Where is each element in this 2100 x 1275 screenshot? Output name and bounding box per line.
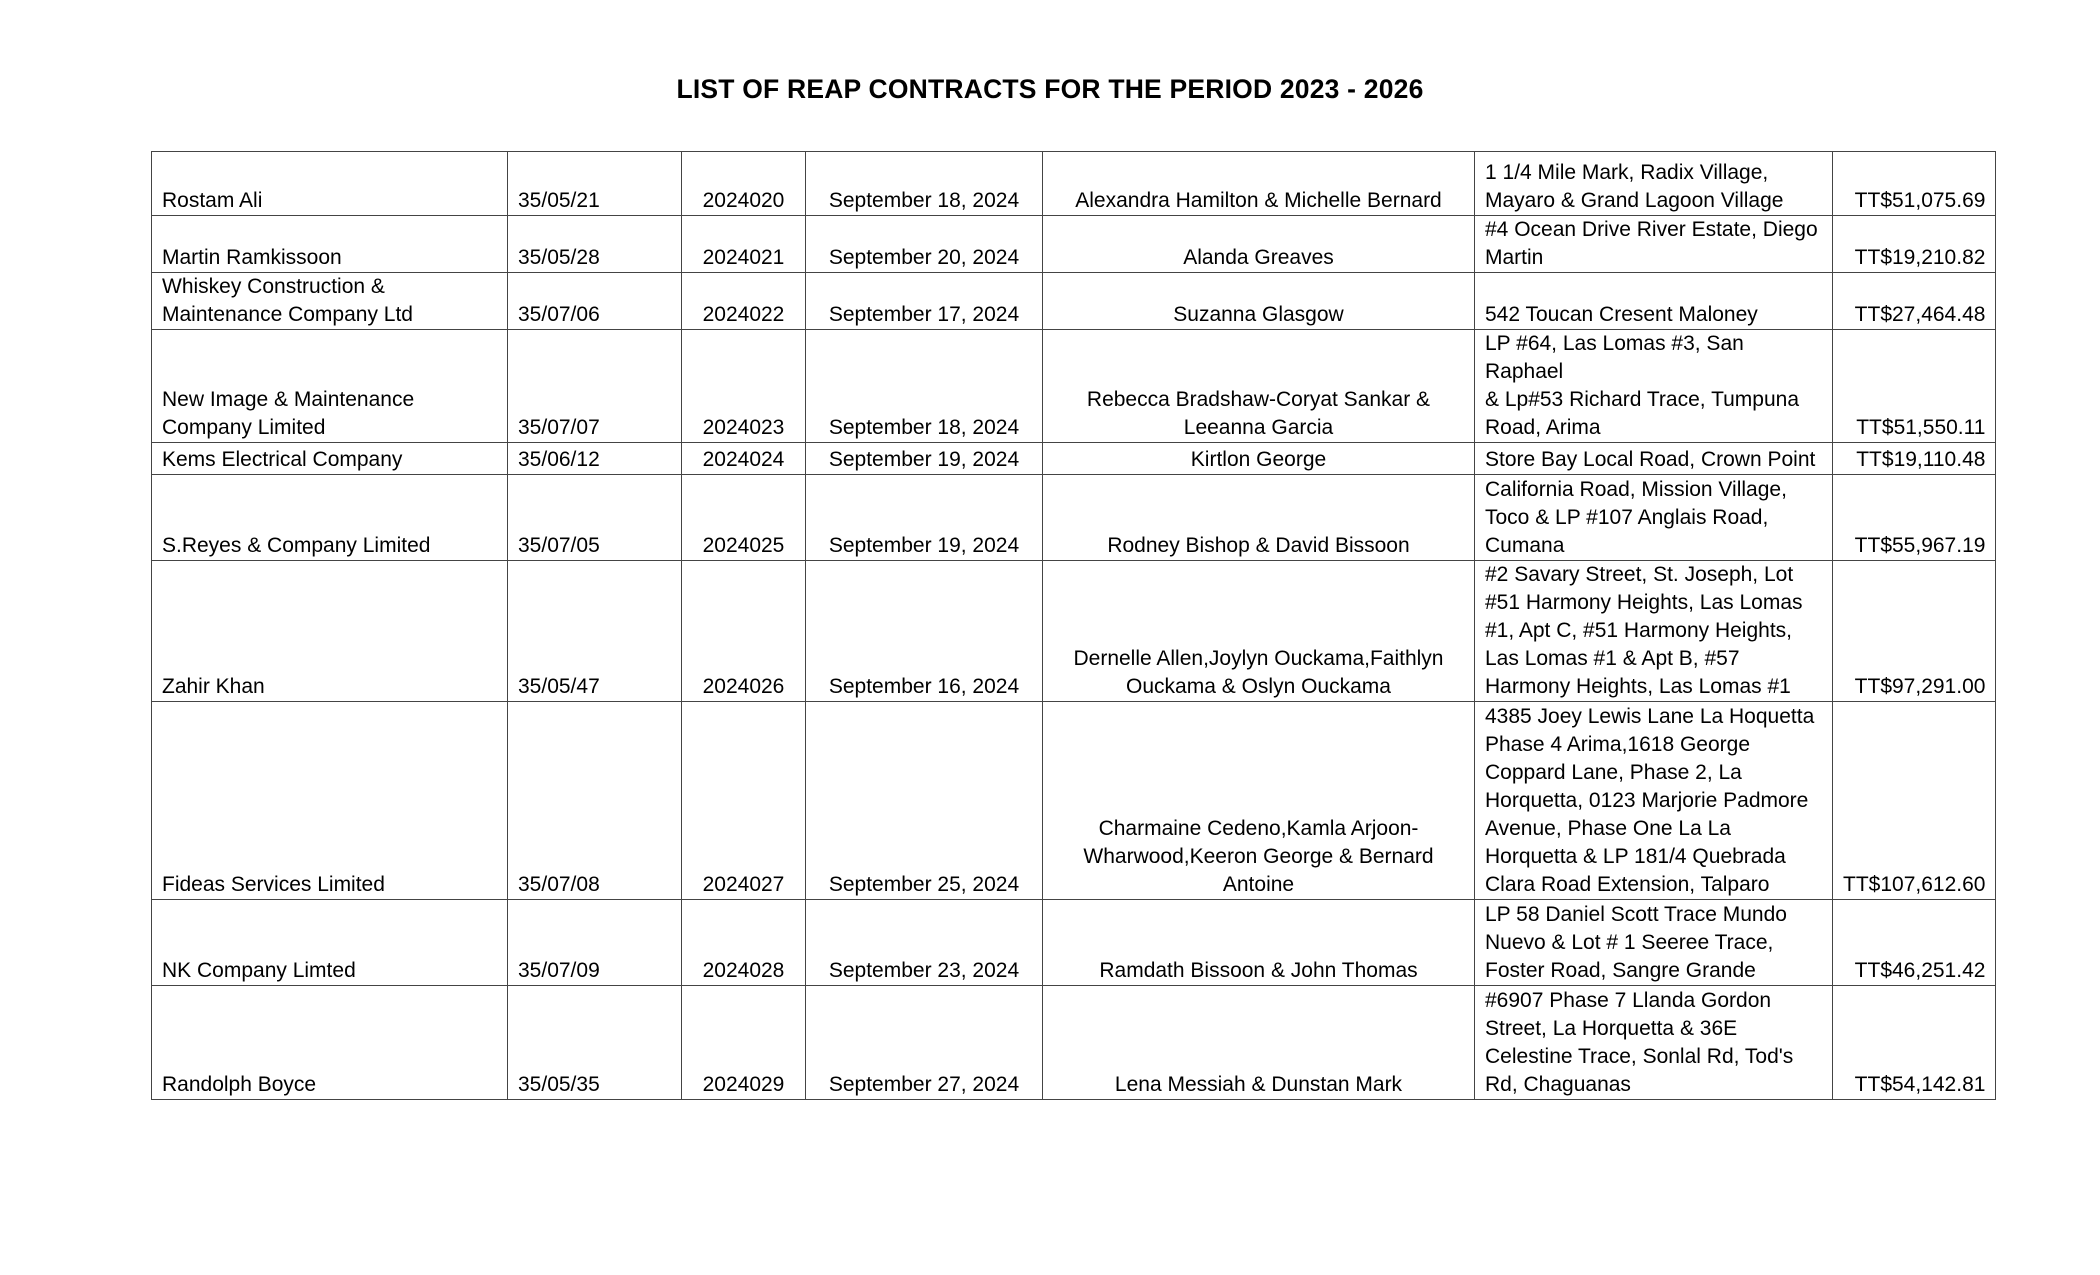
address-cell: #6907 Phase 7 Llanda Gordon Street, La Horquetta & 36E Celestine Trace, Sonlal Rd, Tod's Rd, Chaguanas [1475, 986, 1833, 1100]
contract-no-cell: 2024022 [682, 273, 806, 330]
beneficiaries-cell: Alexandra Hamilton & Michelle Bernard [1043, 152, 1475, 216]
contract-no-cell: 2024020 [682, 152, 806, 216]
table-row [152, 443, 1996, 475]
document-title: LIST OF REAP CONTRACTS FOR THE PERIOD 2023 - 2026 [676, 74, 1424, 104]
date-cell: September 23, 2024 [806, 900, 1043, 986]
contractor-cell: Zahir Khan [152, 561, 508, 702]
contract-no-cell: 2024023 [682, 330, 806, 443]
contract-no-cell: 2024027 [682, 702, 806, 900]
date-cell: September 16, 2024 [806, 561, 1043, 702]
address-cell: Store Bay Local Road, Crown Point [1475, 443, 1833, 475]
beneficiaries-cell: Alanda Greaves [1043, 216, 1475, 273]
beneficiaries-cell: Rebecca Bradshaw-Coryat Sankar & Leeanna Garcia [1043, 330, 1475, 443]
amount-cell: TT$107,612.60 [1833, 702, 1996, 900]
beneficiaries-cell: Dernelle Allen,Joylyn Ouckama,Faithlyn Ouckama & Oslyn Ouckama [1043, 561, 1475, 702]
date-cell: September 25, 2024 [806, 702, 1043, 900]
beneficiaries-cell: Suzanna Glasgow [1043, 273, 1475, 330]
contractor-cell: Martin Ramkissoon [152, 216, 508, 273]
beneficiaries-cell: Lena Messiah & Dunstan Mark [1043, 986, 1475, 1100]
file-ref-cell: 35/05/28 [508, 216, 682, 273]
table-row [152, 900, 1996, 986]
contract-no-cell: 2024029 [682, 986, 806, 1100]
date-cell: September 19, 2024 [806, 443, 1043, 475]
date-cell: September 27, 2024 [806, 986, 1043, 1100]
table-row [152, 475, 1996, 561]
contracts-table [151, 151, 1996, 1100]
table-row [152, 702, 1996, 900]
contractor-cell: S.Reyes & Company Limited [152, 475, 508, 561]
contractor-cell: Kems Electrical Company [152, 443, 508, 475]
file-ref-cell: 35/05/47 [508, 561, 682, 702]
address-cell: #4 Ocean Drive River Estate, Diego Martin [1475, 216, 1833, 273]
beneficiaries-cell: Ramdath Bissoon & John Thomas [1043, 900, 1475, 986]
contractor-cell: Fideas Services Limited [152, 702, 508, 900]
contractor-cell: Rostam Ali [152, 152, 508, 216]
contract-no-cell: 2024028 [682, 900, 806, 986]
date-cell: September 18, 2024 [806, 152, 1043, 216]
table-row [152, 330, 1996, 443]
amount-cell: TT$46,251.42 [1833, 900, 1996, 986]
contract-no-cell: 2024026 [682, 561, 806, 702]
contracts-table-body [152, 152, 1996, 1100]
beneficiaries-cell: Charmaine Cedeno,Kamla Arjoon- Wharwood,Keeron George & Bernard Antoine [1043, 702, 1475, 900]
date-cell: September 20, 2024 [806, 216, 1043, 273]
address-cell: 4385 Joey Lewis Lane La Hoquetta Phase 4 Arima,1618 George Coppard Lane, Phase 2, La Horquetta, 0123 Marjorie Padmore Avenue, Phase One La La Horquetta & LP 181/4 Quebrada Clara Road Extension, Talparo [1475, 702, 1833, 900]
address-cell: LP 58 Daniel Scott Trace Mundo Nuevo & Lot # 1 Seeree Trace, Foster Road, Sangre Grande [1475, 900, 1833, 986]
beneficiaries-cell: Rodney Bishop & David Bissoon [1043, 475, 1475, 561]
table-row [152, 216, 1996, 273]
table-row [152, 986, 1996, 1100]
file-ref-cell: 35/07/07 [508, 330, 682, 443]
contract-no-cell: 2024025 [682, 475, 806, 561]
contractor-cell: New Image & Maintenance Company Limited [152, 330, 508, 443]
amount-cell: TT$55,967.19 [1833, 475, 1996, 561]
table-row [152, 152, 1996, 216]
contractor-cell: Whiskey Construction & Maintenance Company Ltd [152, 273, 508, 330]
amount-cell: TT$97,291.00 [1833, 561, 1996, 702]
table-row [152, 561, 1996, 702]
amount-cell: TT$27,464.48 [1833, 273, 1996, 330]
contractor-cell: NK Company Limted [152, 900, 508, 986]
contract-no-cell: 2024024 [682, 443, 806, 475]
address-cell: 542 Toucan Cresent Maloney [1475, 273, 1833, 330]
date-cell: September 17, 2024 [806, 273, 1043, 330]
amount-cell: TT$54,142.81 [1833, 986, 1996, 1100]
file-ref-cell: 35/07/05 [508, 475, 682, 561]
file-ref-cell: 35/05/21 [508, 152, 682, 216]
file-ref-cell: 35/07/06 [508, 273, 682, 330]
file-ref-cell: 35/05/35 [508, 986, 682, 1100]
amount-cell: TT$19,210.82 [1833, 216, 1996, 273]
contractor-cell: Randolph Boyce [152, 986, 508, 1100]
address-cell: 1 1/4 Mile Mark, Radix Village, Mayaro & Grand Lagoon Village [1475, 152, 1833, 216]
file-ref-cell: 35/06/12 [508, 443, 682, 475]
date-cell: September 19, 2024 [806, 475, 1043, 561]
date-cell: September 18, 2024 [806, 330, 1043, 443]
file-ref-cell: 35/07/09 [508, 900, 682, 986]
address-cell: #2 Savary Street, St. Joseph, Lot #51 Harmony Heights, Las Lomas #1, Apt C, #51 Harmony Heights, Las Lomas #1 & Apt B, #57 Harmony Heights, Las Lomas #1 [1475, 561, 1833, 702]
address-cell: LP #64, Las Lomas #3, San Raphael & Lp#53 Richard Trace, Tumpuna Road, Arima [1475, 330, 1833, 443]
amount-cell: TT$19,110.48 [1833, 443, 1996, 475]
amount-cell: TT$51,075.69 [1833, 152, 1996, 216]
address-cell: California Road, Mission Village, Toco & LP #107 Anglais Road, Cumana [1475, 475, 1833, 561]
contract-no-cell: 2024021 [682, 216, 806, 273]
beneficiaries-cell: Kirtlon George [1043, 443, 1475, 475]
file-ref-cell: 35/07/08 [508, 702, 682, 900]
amount-cell: TT$51,550.11 [1833, 330, 1996, 443]
table-row [152, 273, 1996, 330]
